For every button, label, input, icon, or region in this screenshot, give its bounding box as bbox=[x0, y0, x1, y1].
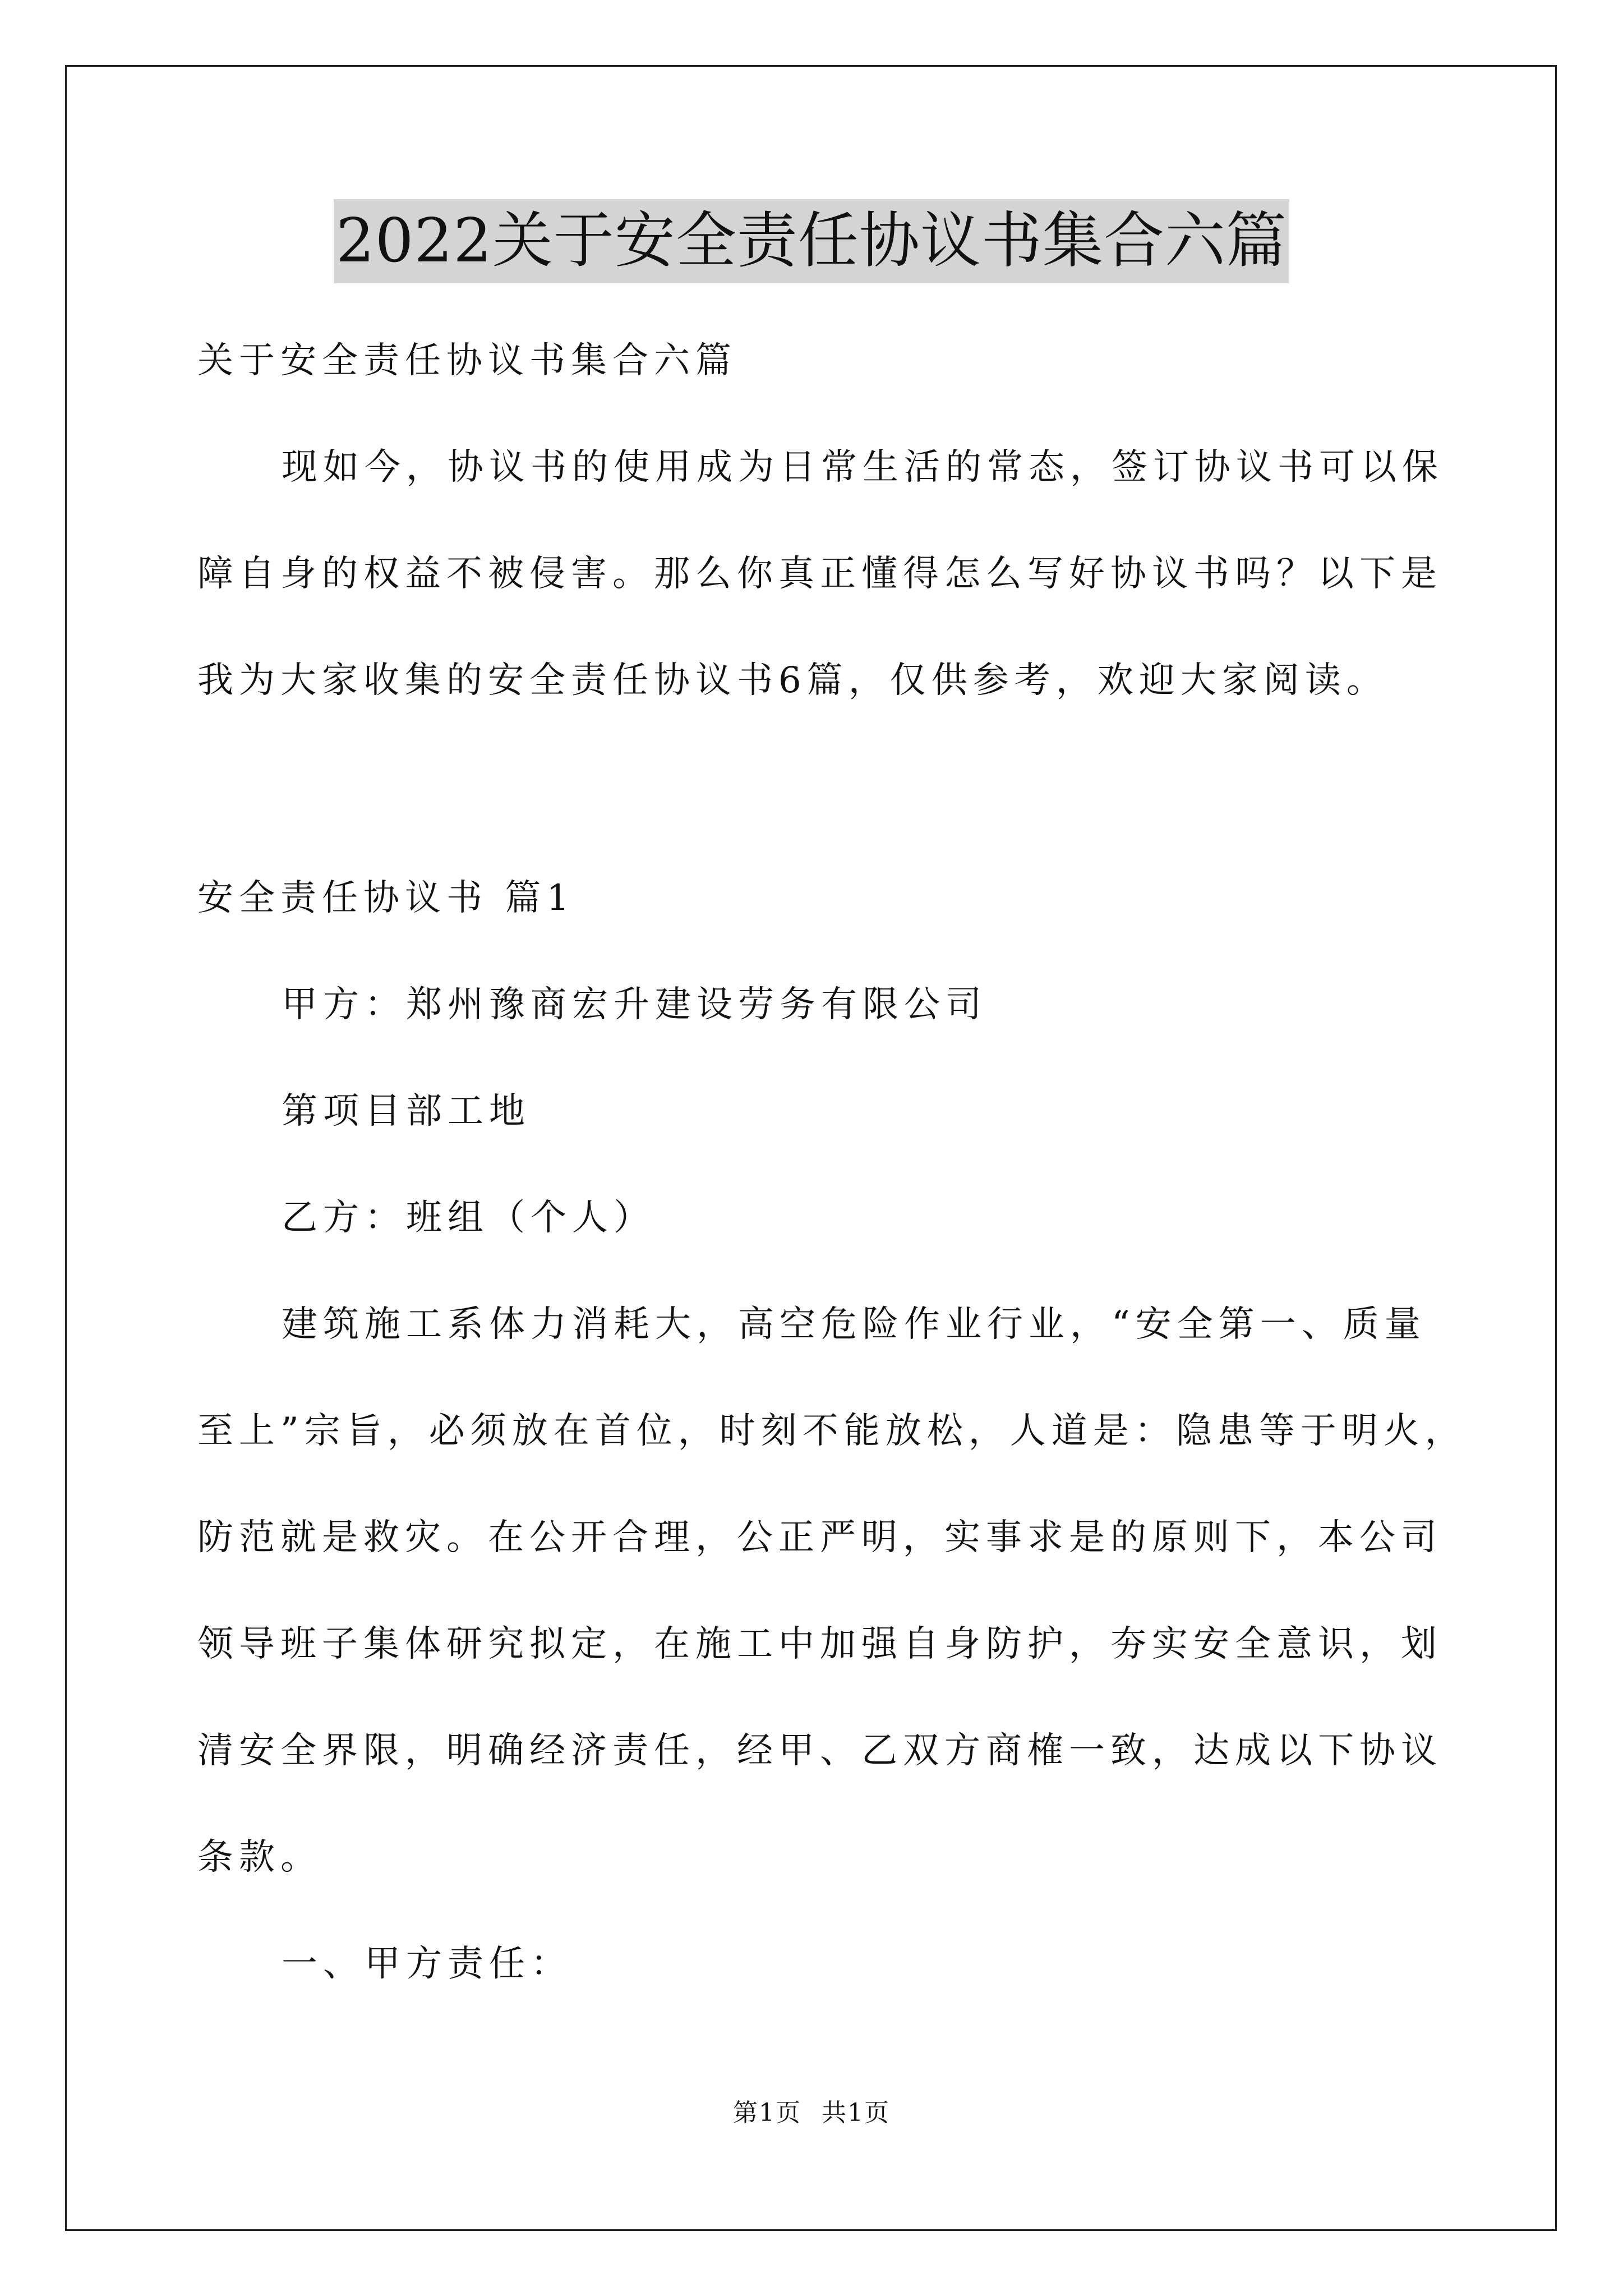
body-line-2: 至上”宗旨，必须放在首位，时刻不能放松，人道是：隐患等于明火， bbox=[197, 1410, 1467, 1452]
page-border bbox=[65, 65, 1557, 2231]
section-heading: 安全责任协议书 篇1 bbox=[197, 877, 575, 919]
title-container bbox=[0, 199, 1623, 283]
page-number: 第1页 bbox=[733, 2099, 801, 2127]
body-line-6: 条款。 bbox=[197, 1837, 322, 1878]
body-line-5: 清安全界限，明确经济责任，经甲、乙双方商榷一致，达成以下协议 bbox=[197, 1730, 1442, 1772]
party-b: 乙方：班组（个人） bbox=[282, 1197, 655, 1239]
intro-line-3: 我为大家收集的安全责任协议书6篇，仅供参考，欢迎大家阅读。 bbox=[197, 660, 1388, 701]
document-subtitle: 关于安全责任协议书集合六篇 bbox=[197, 340, 737, 381]
party-a: 甲方：郑州豫商宏升建设劳务有限公司 bbox=[282, 984, 987, 1025]
body-line-1: 建筑施工系体力消耗大，高空危险作业行业，“安全第一、质量 bbox=[282, 1304, 1426, 1345]
body-line-4: 领导班子集体研究拟定，在施工中加强自身防护，夯实安全意识，划 bbox=[197, 1623, 1442, 1665]
page-total: 共1页 bbox=[822, 2099, 890, 2127]
document-title: 2022关于安全责任协议书集合六篇 bbox=[334, 199, 1289, 283]
page-footer bbox=[0, 2092, 1623, 2128]
intro-line-1: 现如今，协议书的使用成为日常生活的常态，签订协议书可以保 bbox=[282, 447, 1444, 488]
body-line-3: 防范就是救灾。在公开合理，公正严明，实事求是的原则下，本公司 bbox=[197, 1517, 1442, 1558]
clause-heading: 一、甲方责任： bbox=[282, 1943, 572, 1985]
intro-line-2: 障自身的权益不被侵害。那么你真正懂得怎么写好协议书吗？以下是 bbox=[197, 553, 1442, 595]
project-site: 第项目部工地 bbox=[282, 1091, 531, 1132]
